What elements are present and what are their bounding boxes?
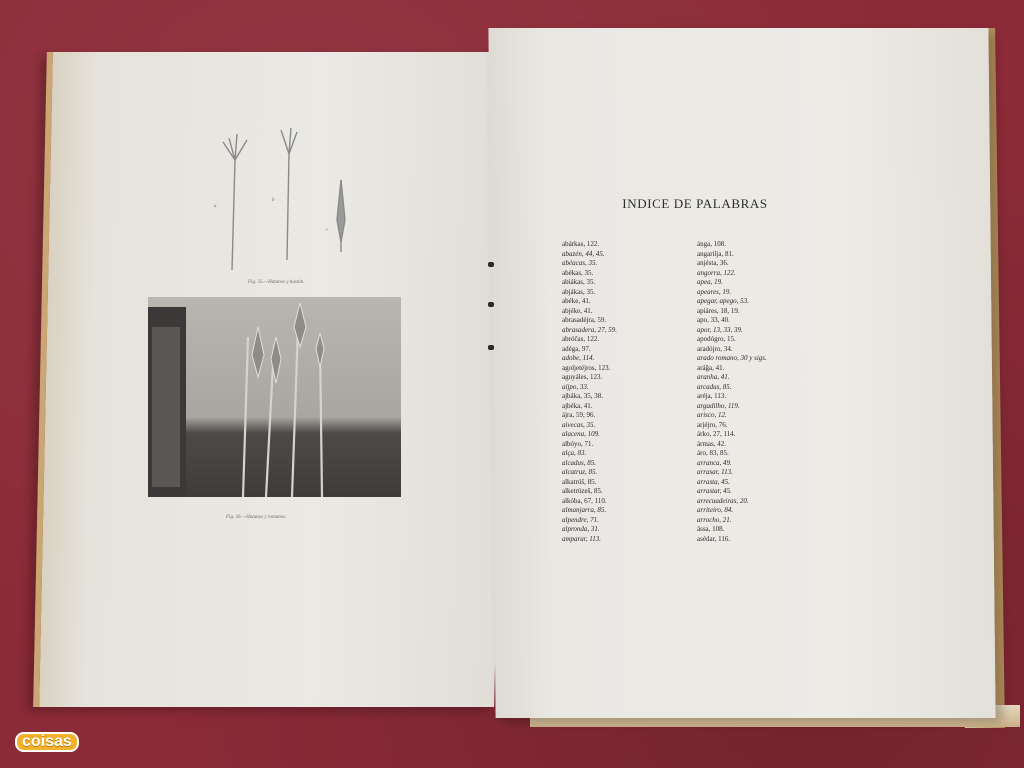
index-entry: aranha, 41. bbox=[697, 373, 730, 381]
figure-letter-c: c bbox=[326, 228, 329, 233]
index-entry: arrocho, 21. bbox=[697, 515, 732, 524]
index-entry: arisco, 12. bbox=[697, 411, 727, 419]
index-entry: apegar, apego, 53. bbox=[697, 297, 749, 305]
index-entry: ajbéka, 41. bbox=[562, 401, 593, 410]
index-entry: arrecuadeiras, 20. bbox=[697, 496, 749, 505]
binding-stitch bbox=[488, 345, 494, 350]
index-entry: angarilja, 81. bbox=[697, 249, 734, 258]
index-entry: abrasadera, 27, 59. bbox=[562, 325, 618, 334]
index-entry: apodógro, 15. bbox=[697, 335, 736, 343]
index-entry: arrasta, 45. bbox=[697, 477, 730, 486]
index-entry: adobe, 114. bbox=[562, 354, 595, 362]
index-entry: arranca, 49. bbox=[697, 458, 732, 467]
index-column-left bbox=[562, 240, 617, 544]
index-entry: abróčas, 122. bbox=[562, 335, 600, 343]
index-entry: alpendre, 71. bbox=[562, 515, 599, 524]
index-entry: alkatrúš, 85. bbox=[562, 477, 597, 486]
index-entry: aguyáles, 123. bbox=[562, 373, 603, 381]
index-entry: arrasar, 113. bbox=[697, 468, 733, 476]
index-entry: agoljetéjros, 123. bbox=[562, 363, 611, 372]
index-entry: abjéke, 41. bbox=[562, 306, 593, 315]
figure-letter-a: a bbox=[214, 204, 217, 209]
index-entry: angorra, 122. bbox=[697, 268, 736, 277]
index-entry: áro, 83, 85. bbox=[697, 449, 729, 457]
figure-letter-b: b bbox=[272, 198, 275, 203]
binding-stitch bbox=[488, 262, 494, 267]
index-entry: apor, 13, 33, 39. bbox=[697, 325, 743, 334]
index-entry: amparar, 113. bbox=[562, 534, 601, 543]
index-column-right bbox=[697, 240, 767, 544]
index-entry: aíjpo, 33. bbox=[562, 382, 589, 391]
index-entry: alkóba, 67, 110. bbox=[562, 496, 607, 505]
index-entry: alpronda, 31. bbox=[562, 525, 600, 533]
index-entry: alça, 83. bbox=[562, 449, 587, 457]
binding-stitch bbox=[488, 302, 494, 307]
index-entry: arjéjro, 76. bbox=[697, 420, 728, 429]
index-entry: aradójro, 34. bbox=[697, 344, 733, 353]
index-entry: argadilho, 119. bbox=[697, 401, 740, 410]
index-entry: aivecas, 35. bbox=[562, 420, 596, 429]
index-entry: ájra, 59, 96. bbox=[562, 411, 596, 419]
index-entry: albóyo, 71. bbox=[562, 439, 594, 448]
figure-36-caption: Fig. 36.—Hatunos y romanos. bbox=[226, 515, 287, 520]
index-entry: abazén, 44, 45. bbox=[562, 249, 605, 258]
figure-35-caption: Fig. 35.—Hatunos y bastón. bbox=[248, 280, 305, 285]
index-entry: alcadus, 85. bbox=[562, 458, 597, 467]
index-entry: apiáres, 18, 19. bbox=[697, 306, 740, 315]
index-entry: arcadus, 85. bbox=[697, 382, 732, 391]
index-entry: alketrúzeš, 85. bbox=[562, 487, 603, 495]
index-entry: apeares, 19. bbox=[697, 287, 732, 296]
index-entry: anjésta, 36. bbox=[697, 259, 729, 267]
index-entry: apea, 19. bbox=[697, 278, 723, 286]
index-entry: alacena, 109. bbox=[562, 430, 600, 438]
index-entry: ánga, 108. bbox=[697, 240, 726, 248]
index-entry: abárkas, 122. bbox=[562, 240, 600, 248]
coisas-watermark-logo: coisas bbox=[15, 732, 79, 752]
index-entry: arrastar, 45. bbox=[697, 487, 732, 495]
index-entry: arado romano, 30 y sigs. bbox=[697, 354, 767, 362]
index-heading: INDICE DE PALABRAS bbox=[622, 196, 768, 211]
index-entry: abéke, 41. bbox=[562, 297, 591, 305]
index-entry: árko, 27, 114. bbox=[697, 430, 736, 438]
index-entry: abrasadéjra, 59. bbox=[562, 316, 607, 324]
index-entry: abékas, 35. bbox=[562, 268, 594, 277]
index-entry: asédar, 116. bbox=[697, 534, 731, 543]
index-entry: apo, 33, 40. bbox=[697, 316, 730, 324]
index-entry: abiákas, 35. bbox=[562, 278, 596, 286]
index-entry: ajbáka, 35, 38. bbox=[562, 392, 604, 400]
index-entry: abjákas, 35. bbox=[562, 287, 596, 296]
index-entry: arriteiro, 84. bbox=[697, 506, 734, 514]
index-entry: ármas, 42. bbox=[697, 439, 726, 448]
index-entry: adéga, 97. bbox=[562, 344, 591, 353]
index-entry: aráğa, 41. bbox=[697, 363, 725, 372]
figure-36-photo bbox=[148, 297, 401, 497]
index-entry: alcatruz, 85. bbox=[562, 468, 598, 476]
figure-35-drawing bbox=[185, 120, 355, 270]
index-entry: aréja, 113. bbox=[697, 392, 727, 400]
index-entry: ássa, 108. bbox=[697, 525, 725, 533]
index-entry: almanjarra, 85. bbox=[562, 506, 607, 514]
index-entry: abéacas, 35. bbox=[562, 259, 598, 267]
